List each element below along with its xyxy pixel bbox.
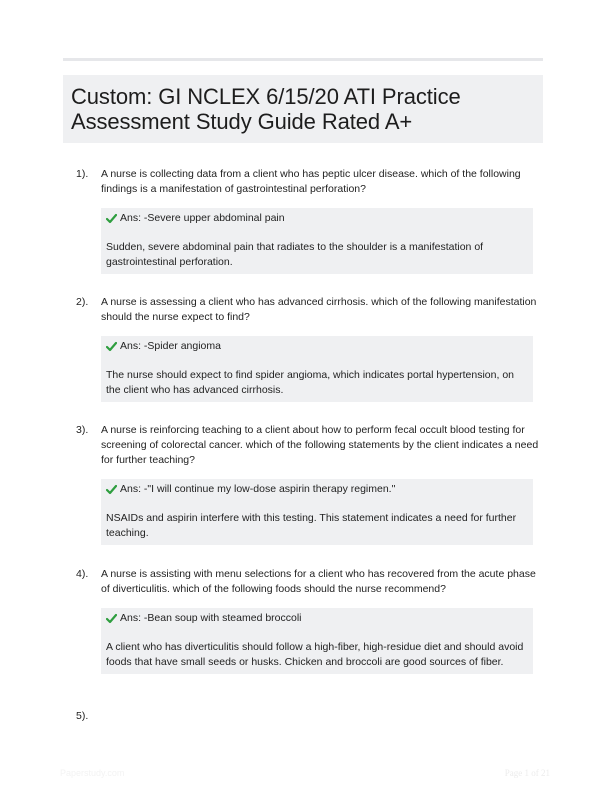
answer-box [101,208,533,274]
answer-text: Ans: -Bean soup with steamed broccoli [120,612,302,624]
question-text: A nurse is assessing a client who has advanced cirrhosis. which of the following manifestation should the nurse expect to find? [101,296,537,323]
answer-line [106,339,528,354]
question-number: 3). [76,424,89,436]
answer-explanation: NSAIDs and aspirin interfere with this testing. This statement indicates a need for further teaching. [106,512,517,539]
question-text: A nurse is assisting with menu selections for a client who has recovered from the acute phase of diverticulitis. which of the following foods should the nurse recommend? [101,568,536,595]
answer-box [101,608,533,674]
answer-text: Ans: -Spider angioma [120,340,221,352]
check-icon [106,613,117,624]
answer-box [101,336,533,402]
answer-text: Ans: -Severe upper abdominal pain [120,212,285,224]
title-banner [63,75,543,143]
page-number: Page 1 of 21 [504,768,550,778]
question-number: 4). [76,568,89,580]
answer-explanation: A client who has diverticulitis should follow a high-fiber, high-residue diet and should avoid foods that have small seeds or husks. Chicken and broccoli are good sources of fiber. [106,641,524,668]
answer-line [106,482,528,497]
watermark-text: Paperstudy.com [60,768,125,778]
check-icon [106,213,117,224]
top-divider [63,58,543,61]
question-number: 5). [76,710,89,722]
answer-explanation: Sudden, severe abdominal pain that radiates to the shoulder is a manifestation of gastrointestinal perforation. [106,241,484,268]
question-text: A nurse is collecting data from a client who has peptic ulcer disease. which of the following findings is a manifestation of gastrointestinal perforation? [101,168,521,195]
answer-line [106,211,528,226]
document-title: Custom: GI NCLEX 6/15/20 ATI Practice Assessment Study Guide Rated A+ [71,84,461,134]
question-text: A nurse is reinforcing teaching to a client about how to perform fecal occult blood testing for screening of colorectal cancer. which of the following statements by the client indicates a need for further teaching? [101,424,539,466]
answer-text: Ans: -"I will continue my low-dose aspirin therapy regimen." [120,483,396,495]
question-number: 2). [76,296,89,308]
answer-line [106,611,528,626]
answer-explanation: The nurse should expect to find spider angioma, which indicates portal hypertension, on the client who has advanced cirrhosis. [106,369,514,396]
check-icon [106,341,117,352]
answer-box [101,479,533,545]
question-number: 1). [76,168,89,180]
check-icon [106,484,117,495]
